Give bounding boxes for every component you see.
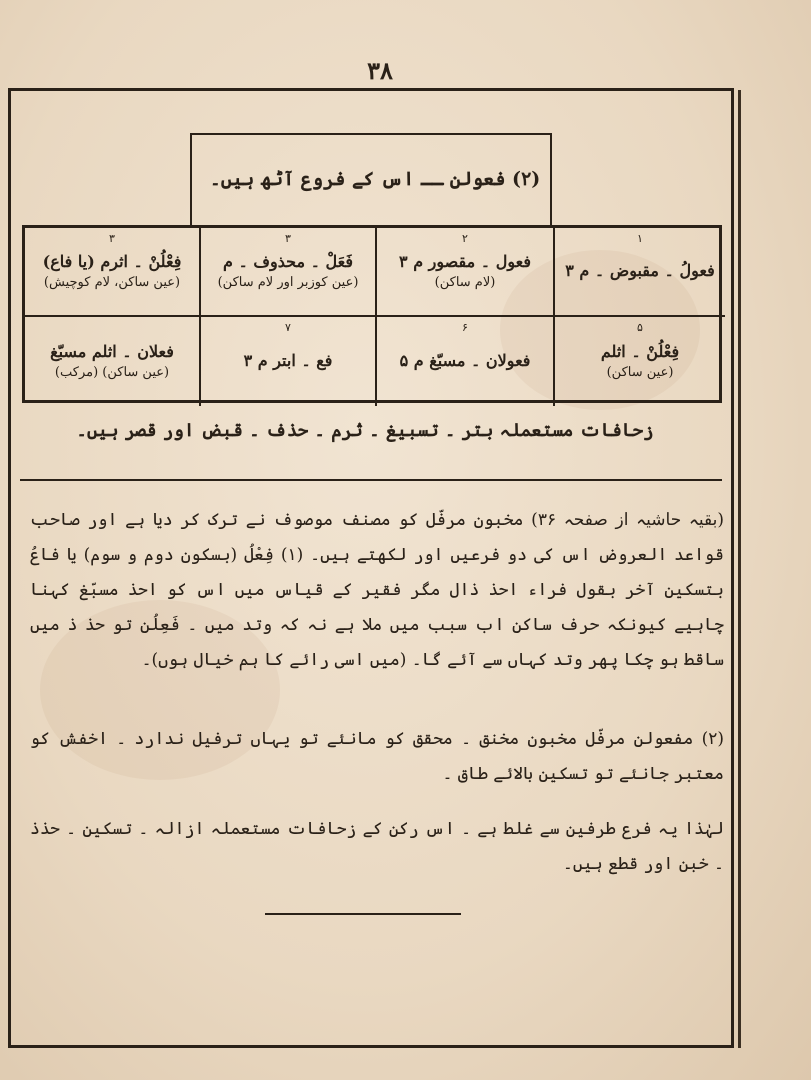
table-cell	[25, 317, 201, 406]
table-cell	[377, 317, 555, 406]
footnote-paragraph: (بقیہ حاشیہ از صفحہ ۳۶) مخبون مرفّل کو مصنف موصوف نے ترک کر دیا ہے اور صاحب قواعد العروض اس کی دو فرعیں اور لکھتے ہیں۔ (۱) فِعْلُ (بسکون دوم و سوم) یا فاعُ بتسکین آخر بقول فراء احذ ذال مگر فقیر کے قیاس میں اس کو احذ مسبّغ کہنا چاہیے کیونکہ حرف ساکن اب سبب میں ملا ہے نہ کہ وتد میں ۔ فَعِلُن تو حذ ذ میں ساقط ہو چکا پھر وتد کہاں سے آئے گا۔ (میں اسی رائے کا ہم خیال ہوں)۔	[30, 510, 724, 670]
cell-main-text: فعولُ ۔ مقبوض ۔ م ۳	[565, 261, 715, 281]
zihafat-summary: زحافات مستعملہ بتر ۔ تسبیغ ۔ ثرم ۔ حذف ۔ قبض اور قصر ہیں۔	[76, 420, 654, 441]
cell-number: ۷	[285, 321, 291, 334]
cell-number: ۲	[462, 232, 468, 245]
cell-main-text: فَعَلْ ۔ محذوف ۔ م	[222, 252, 354, 272]
table-cell	[555, 317, 725, 406]
footnote-paragraph: (۲) مفعولن مرفّل مخبون مخنق ۔ محقق کو مانئے تو یہاں ترفیل ندارد ۔ اخفش کو معتبر جانئے تو تسکین بالائے طاق ۔	[30, 729, 724, 784]
page-number: ۳۸	[367, 56, 393, 85]
cell-number: ۳	[109, 232, 115, 245]
cell-sub-text: (عین کوزبر اور لام ساکن)	[217, 274, 359, 290]
table-cell	[201, 317, 377, 406]
cell-sub-text: (عین ساکن، لام کوچیش)	[43, 274, 181, 290]
section-divider	[20, 479, 722, 481]
page-frame-edge	[738, 90, 741, 1048]
end-rule	[265, 913, 461, 915]
cell-main-text: فِعْلُنْ ۔ اثلم	[600, 342, 680, 362]
cell-main-text: فعولان ۔ مسبّغ م ۵	[399, 351, 531, 371]
cell-sub-text: (عین ساکن)	[606, 364, 674, 380]
table-cell	[377, 228, 555, 317]
cell-main-text: فعلان ۔ اثلم مسبّغ	[50, 342, 174, 362]
prosody-table	[22, 225, 722, 403]
footnote-paragraph: لہٰذا یہ فرع طرفین سے غلط ہے ۔ اس رکن کے زحافات مستعملہ ازالہ ۔ تسکین ۔ حذذ ۔ خبن اور قطع ہیں۔	[30, 819, 724, 874]
cell-sub-text: (عین ساکن) (مرکب)	[54, 364, 170, 380]
section-heading: (۲) فعولن ــ اس کے فروع آٹھ ہیں۔	[209, 168, 541, 190]
cell-number: ۶	[462, 321, 468, 334]
cell-main-text: فع ۔ ابتر م ۳	[243, 351, 333, 371]
cell-number: ۳	[285, 232, 291, 245]
cell-main-text: فعول ۔ مقصور م ۳	[399, 252, 531, 272]
cell-number: ۱	[637, 232, 643, 245]
cell-main-text: فِعْلُنْ ۔ اثرم (یا فاع)	[42, 252, 182, 272]
cell-sub-text: (لام ساکن)	[434, 274, 496, 290]
table-cell	[555, 228, 725, 317]
table-cell	[201, 228, 377, 317]
table-cell	[25, 228, 201, 317]
cell-number: ۵	[637, 321, 643, 334]
